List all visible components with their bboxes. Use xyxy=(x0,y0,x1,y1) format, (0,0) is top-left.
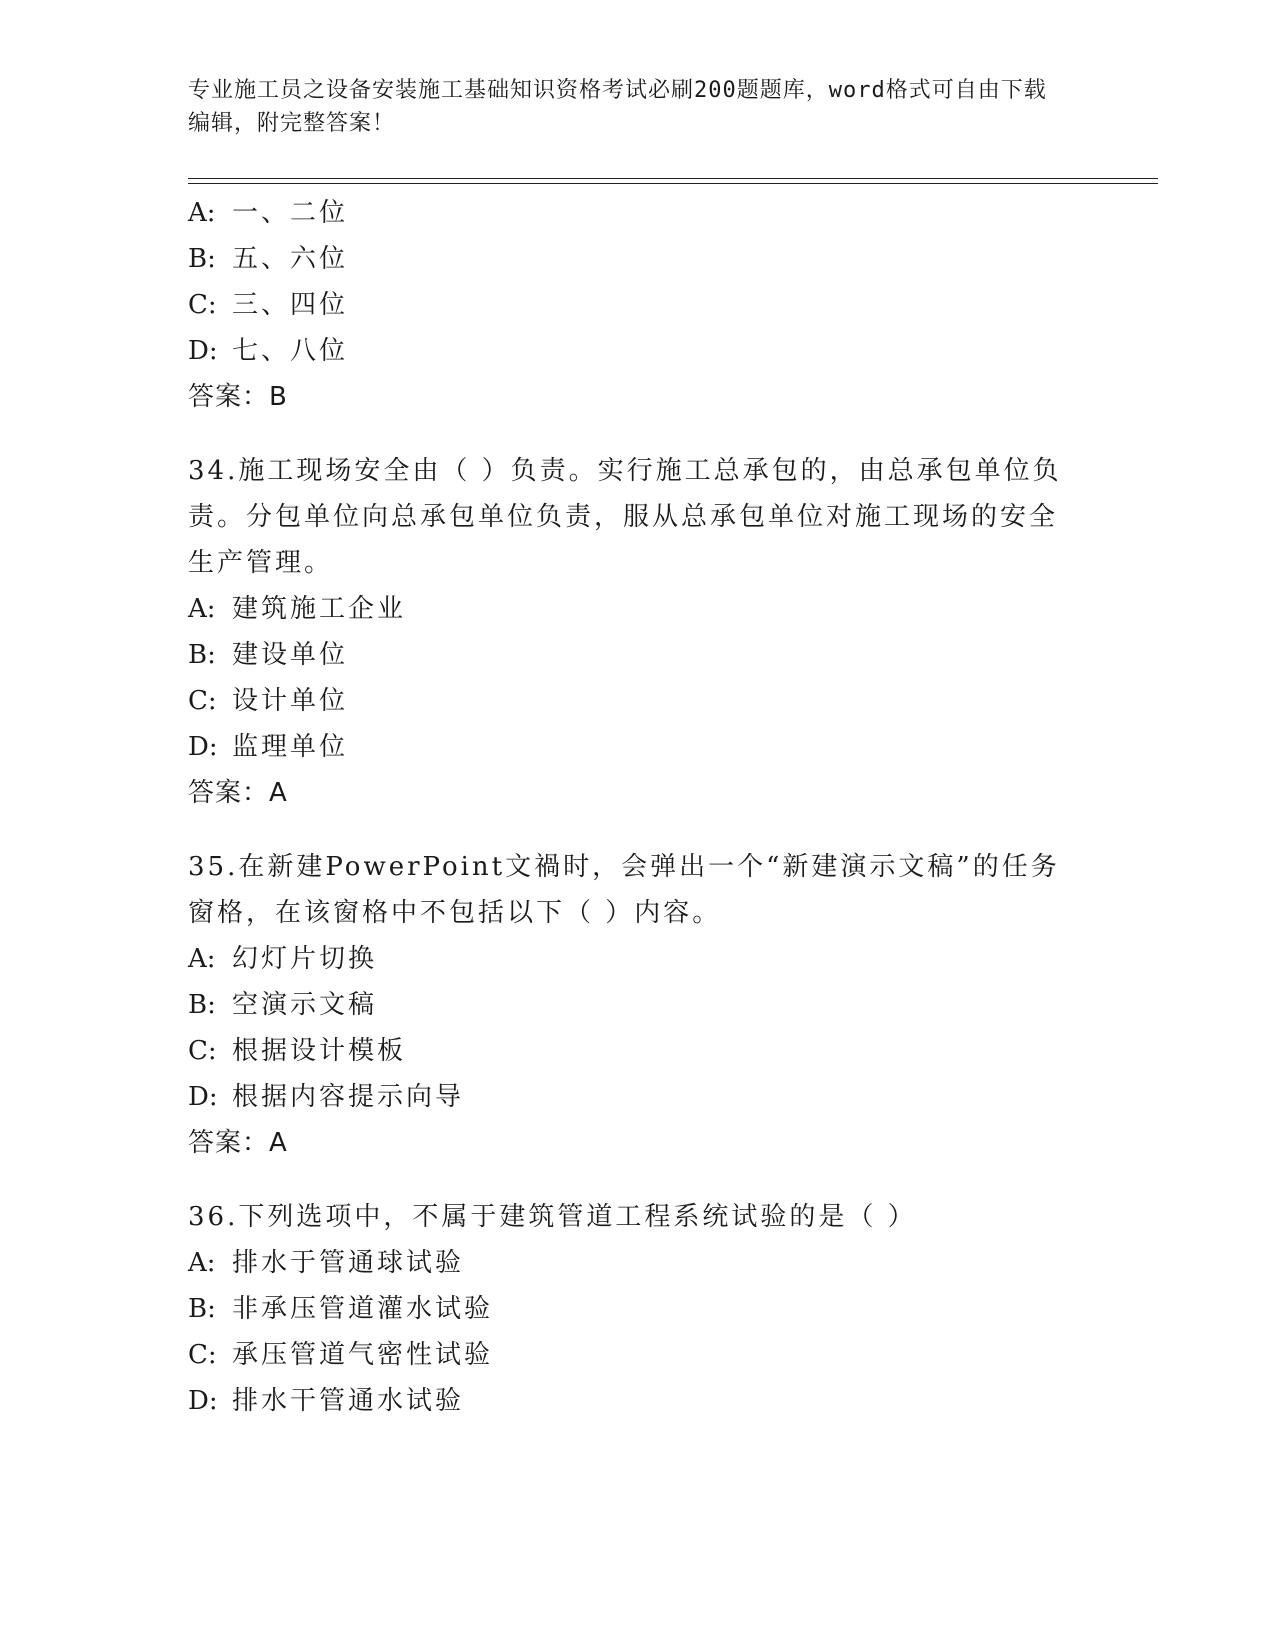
option-d: D: 根据内容提示向导 xyxy=(188,1082,465,1112)
option-a: A: 建筑施工企业 xyxy=(188,594,407,624)
option-text: 设计单位 xyxy=(232,686,349,716)
question-stem: 35.在新建PowerPoint文禍时，会弹出一个“新建演示文稿”的任务窗格，在该窗格中不包括以下（ ）内容。 xyxy=(188,852,1060,928)
document-header: 专业施工员之设备安装施工基础知识资格考试必刷200题题库，word格式可自由下载编辑，附完整答案！ xyxy=(188,78,1047,136)
option-text: 监理单位 xyxy=(232,732,349,762)
question-33 xyxy=(188,190,1068,420)
question-35 xyxy=(188,844,1068,1166)
option-c: C: 三、四位 xyxy=(188,290,349,320)
answer: 答案：B xyxy=(188,382,288,412)
option-text: 排水干管通水试验 xyxy=(232,1386,465,1416)
option-c: C: 根据设计模板 xyxy=(188,1036,407,1066)
header-divider-top xyxy=(188,178,1158,179)
option-text: 建设单位 xyxy=(232,640,349,670)
option-text: 三、四位 xyxy=(232,290,349,320)
option-d: D: 七、八位 xyxy=(188,336,349,366)
option-text: 根据内容提示向导 xyxy=(232,1082,465,1112)
option-text: 建筑施工企业 xyxy=(232,594,407,624)
question-34 xyxy=(188,448,1068,816)
header-divider-bottom xyxy=(188,183,1158,184)
question-stem: 34.施工现场安全由（ ）负责。实行施工总承包的，由总承包单位负责。分包单位向总承包单位负责，服从总承包单位对施工现场的安全生产管理。 xyxy=(188,456,1062,578)
answer: 答案：A xyxy=(188,778,288,808)
option-text: 五、六位 xyxy=(232,244,349,274)
option-text: 七、八位 xyxy=(232,336,349,366)
option-b: B: 建设单位 xyxy=(188,640,349,670)
option-d: D: 监理单位 xyxy=(188,732,349,762)
option-b: B: 五、六位 xyxy=(188,244,349,274)
option-text: 根据设计模板 xyxy=(232,1036,407,1066)
answer: 答案：A xyxy=(188,1128,288,1158)
option-d: D: 排水干管通水试验 xyxy=(188,1386,465,1416)
option-text: 幻灯片切换 xyxy=(232,944,378,974)
option-b: B: 非承压管道灌水试验 xyxy=(188,1294,494,1324)
option-a: A: 排水于管通球试验 xyxy=(188,1248,465,1278)
option-text: 空演示文稿 xyxy=(232,990,378,1020)
option-text: 一、二位 xyxy=(232,198,349,228)
question-stem: 36.下列选项中，不属于建筑管道工程系统试验的是（ ） xyxy=(188,1202,917,1232)
question-36 xyxy=(188,1194,1068,1424)
option-c: C: 承压管道气密性试验 xyxy=(188,1340,494,1370)
option-text: 非承压管道灌水试验 xyxy=(232,1294,494,1324)
question-list xyxy=(188,190,1068,1424)
option-c: C: 设计单位 xyxy=(188,686,349,716)
option-a: A: 一、二位 xyxy=(188,198,349,228)
option-a: A: 幻灯片切换 xyxy=(188,944,378,974)
option-b: B: 空演示文稿 xyxy=(188,990,378,1020)
option-text: 承压管道气密性试验 xyxy=(232,1340,494,1370)
option-text: 排水于管通球试验 xyxy=(232,1248,465,1278)
